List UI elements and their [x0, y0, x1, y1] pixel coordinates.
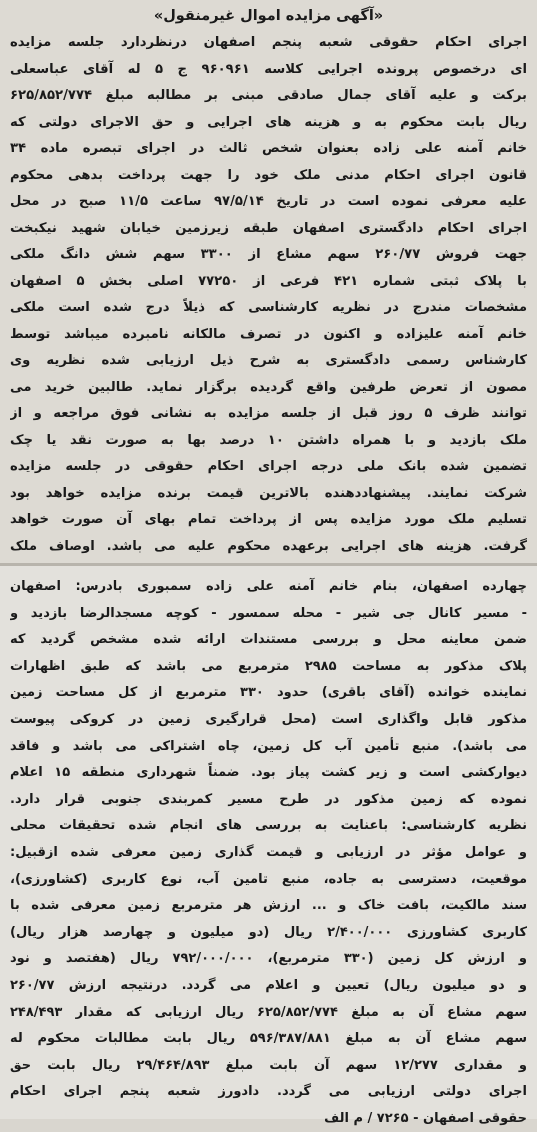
notice-line: می باشد). منبع تأمین آب کل زمین، چاه اشتراکی می باشد و فاقد: [10, 738, 527, 754]
notice-line: مذکور قابل واگذاری است (محل قرارگیری زمین در کروکی پیوست: [10, 711, 527, 727]
notice-line: سند مالکیت، بافت خاک و ... ارزش هر مترمربع زمین معرفی شده با: [10, 898, 527, 914]
notice-line: قانون اجرای احکام مدنی ملک خود را جهت پرداخت بدهی محکوم: [10, 167, 527, 183]
notice-line: گرفت. هزینه های اجرایی برعهده محکوم علیه می باشد. اوصاف ملک: [10, 538, 527, 554]
notice-body-bottom: [10, 574, 527, 1132]
auction-notice-clipping-bottom: [0, 566, 537, 1126]
notice-line: دیوارکشی است و زیر کشت پیاز بود. ضمناً شهرداری منطقه ۱۵ اعلام: [10, 765, 527, 781]
notice-line: و مقداری ۱۲/۲۷۷ سهم آن بابت مبلغ ۲۹/۴۶۴/۸۹۳ ریال بابت حق: [10, 1057, 527, 1073]
notice-line: نظریه کارشناسی: باعنایت به بررسی های انجام شده تحقیقات محلی: [10, 818, 527, 834]
notice-title: «آگهی مزایده اموال غیرمنقول»: [153, 8, 384, 24]
notice-line: جهت فروش ۲۶۰/۷۷ سهم مشاع از ۳۳۰۰ سهم شش دانگ ملکی: [10, 247, 527, 262]
notice-line: توانند ظرف ۵ روز قبل از جلسه مزایده به نشانی فوق مراجعه و از: [10, 406, 527, 421]
notice-line: پلاک مذکور به مساحت ۲۹۸۵ مترمربع می باشد که طبق اظهارات: [10, 658, 527, 674]
notice-line: و دو میلیون ریال) تعیین و اعلام می گردد. درنتیجه ارزش ۲۶۰/۷۷: [10, 977, 527, 993]
notice-line: حقوقی اصفهان - ۷۲۶۵ / م الف: [324, 1110, 527, 1126]
notice-line: نماینده خوانده (آقای باقری) حدود ۳۳۰ مترمربع از کل مساحت زمین: [10, 685, 527, 701]
notice-line: ضمن معاینه محل و بررسی مستندات ارائه شده مشخص گردید که: [10, 632, 527, 648]
notice-line: سهم مشاع آن به مبلغ ۵۹۶/۳۸۷/۸۸۱ ریال بابت مطالبات محکوم له: [10, 1031, 527, 1047]
notice-line: اجرای دولتی ارزیابی می گردد. دادورز شعبه پنجم اجرای احکام: [10, 1084, 527, 1100]
notice-line: علیه معرفی نموده است در تاریخ ۹۷/۵/۱۴ ساعت ۱۱/۵ صبح در محل: [10, 194, 527, 209]
notice-line: با پلاک ثبتی شماره ۴۲۱ فرعی از ۷۷۲۵۰ اصلی بخش ۵ اصفهان: [10, 273, 527, 289]
notice-line: چهارده اصفهان، بنام خانم آمنه علی زاده سمبوری بادرس: اصفهان: [10, 579, 527, 594]
notice-line: و عوامل مؤثر در ارزیابی و قیمت گذاری زمین معرفی شده ازقبیل:: [10, 844, 527, 860]
notice-line: ریال بابت محکوم به و هزینه های اجرایی و حق الاجرای دولتی که: [10, 114, 527, 130]
notice-line: ای درخصوص پرونده اجرایی کلاسه ۹۶۰۹۶۱ ج ۵ له آقای عباسعلی: [10, 61, 527, 77]
notice-line: مشخصات مندرج در نظریه کارشناسی که ذیلاً درج شده است ملکی: [10, 300, 527, 315]
auction-notice-clipping-top: [0, 0, 537, 564]
notice-line: برکت و علیه آقای جمال صادقی مبنی بر مطالبه مبلغ ۶۲۵/۸۵۲/۷۷۴: [10, 88, 527, 103]
notice-line: - مسیر کانال جی شیر - محله سمسور - کوچه مسجدالرضا بازدید و: [10, 605, 527, 621]
notice-line: تسلیم ملک مورد مزایده پس از پرداخت تمام بهای آن صورت خواهد: [10, 512, 527, 527]
notice-line: ملک بازدید و با همراه داشتن ۱۰ درصد بها به صورت نقد یا چک: [10, 432, 527, 448]
notice-line: خانم آمنه علیزاده و اکنون در تصرف مالکانه نامبرده میباشد توسط: [10, 326, 527, 342]
notice-line: مصون از تعرض طرفین واقع گردیده برگزار نماید. طالبین خرید می: [10, 379, 527, 395]
notice-body-top: [10, 30, 527, 587]
notice-line: و ارزش کل زمین (۳۳۰ مترمربع)، ۷۹۲/۰۰۰/۰۰۰ ریال (هفتصد و نود: [10, 951, 527, 967]
notice-line: شرکت نمایند. پیشنهاددهنده بالاترین قیمت برنده مزایده خواهد بود: [10, 485, 527, 501]
notice-line: موقعیت، دسترسی به جاده، منبع تامین آب، نوع کاربری (کشاورزی)،: [10, 871, 527, 887]
notice-line: سهم مشاع آن به مبلغ ۶۲۵/۸۵۲/۷۷۴ ریال ارزیابی که مقدار ۲۴۸/۴۹۳: [10, 1004, 527, 1020]
notice-line: اجرای احکام حقوقی شعبه پنجم اصفهان درنظردارد جلسه مزایده: [10, 35, 527, 50]
notice-line: کاربری کشاورزی ۲/۴۰۰/۰۰۰ ریال (دو میلیون و چهارصد هزار ریال): [10, 924, 527, 940]
notice-line: تضمین شده بانک ملی درجه اجرای احکام حقوقی در جلسه مزایده: [10, 459, 527, 474]
notice-line: نموده که زمین مذکور در طرح مسیر کمربندی جنوبی قرار دارد.: [10, 791, 527, 807]
notice-line: کارشناس رسمی دادگستری به شرح ذیل ارزیابی شده نظریه وی: [10, 353, 527, 368]
notice-line: خانم آمنه علی زاده بعنوان شخص ثالث در اجرای تبصره ماده ۳۴: [10, 141, 527, 156]
notice-line: اجرای احکام دادگستری اصفهان طبقه زیرزمین خیابان شهید نیکبخت: [10, 220, 527, 236]
